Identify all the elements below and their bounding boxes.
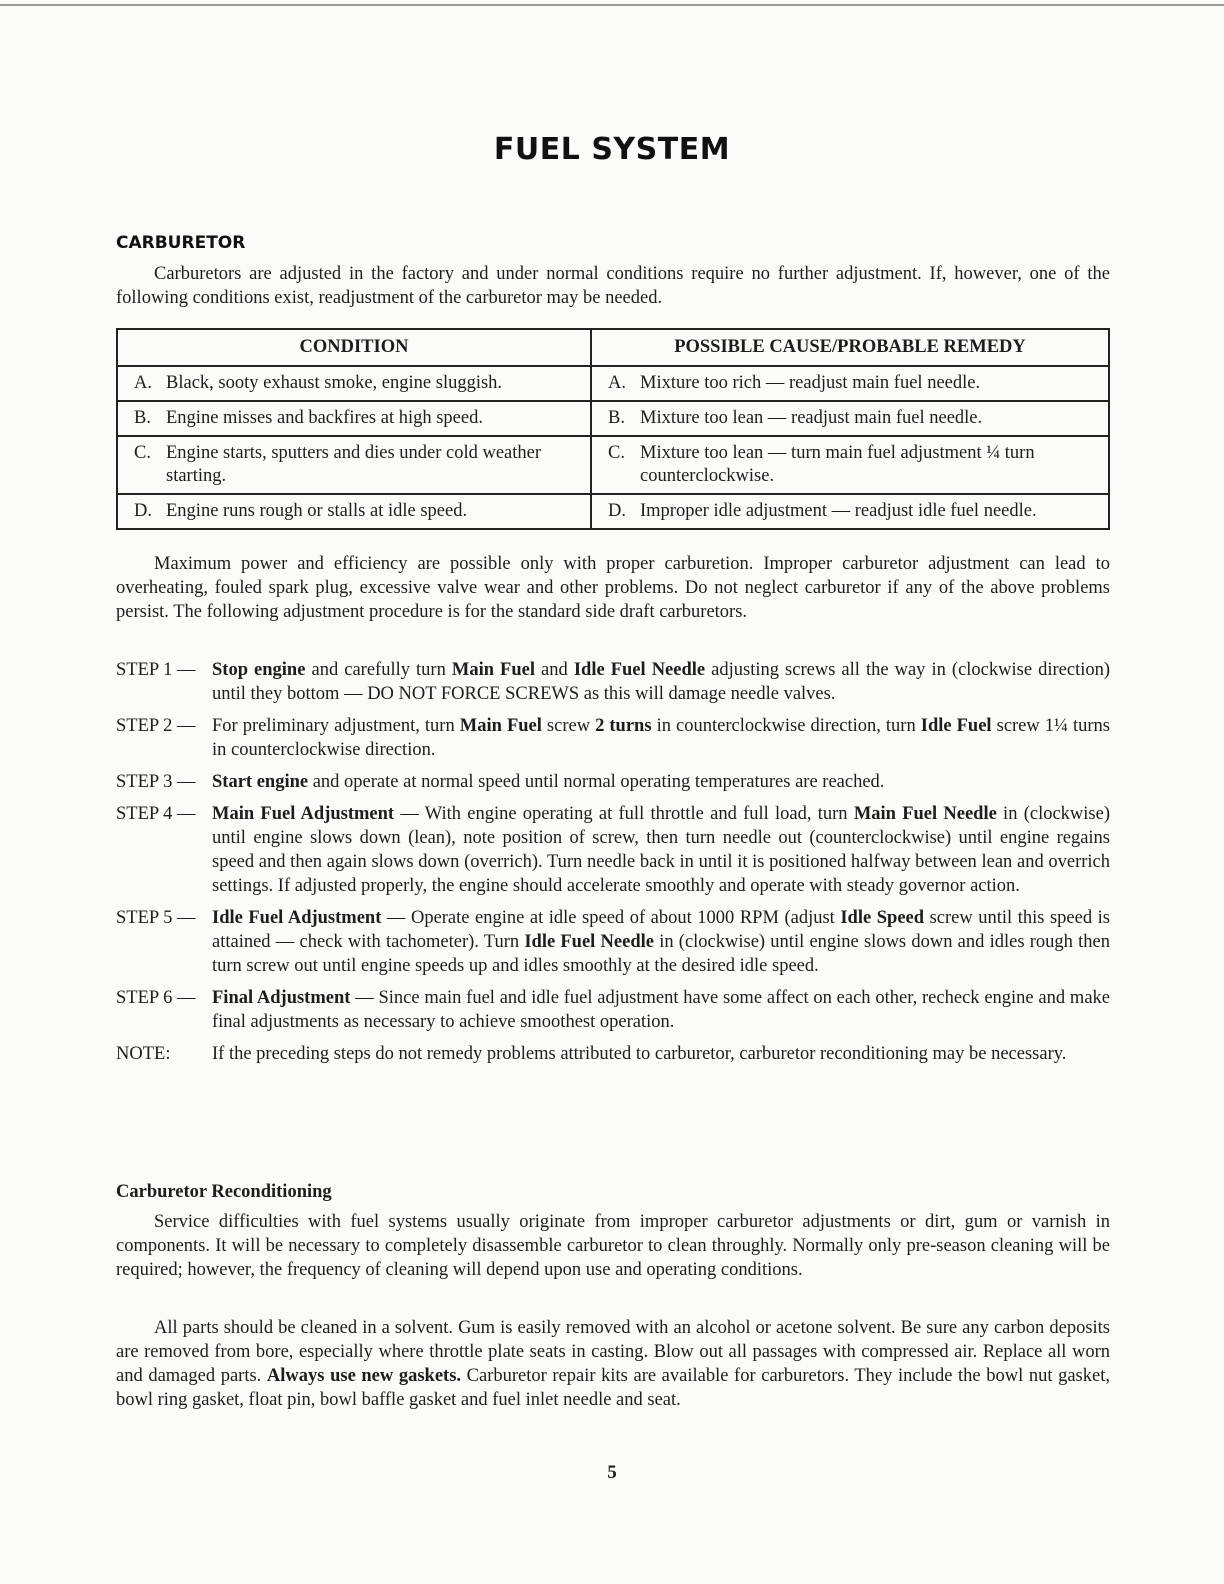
step-emphasis: Idle Speed	[840, 908, 925, 928]
remedy-header: POSSIBLE CAUSE/PROBABLE REMEDY	[591, 329, 1109, 366]
table-row	[117, 436, 1109, 494]
step-item	[116, 906, 1110, 978]
reconditioning-heading: Carburetor Reconditioning	[116, 1182, 332, 1202]
step-emphasis: Final Adjustment	[212, 988, 351, 1008]
remedy-letter: C.	[608, 443, 625, 463]
step-text-run: in counterclockwise direction, turn	[651, 716, 921, 736]
condition-table	[116, 328, 1110, 530]
page-title: FUEL SYSTEM	[493, 132, 731, 167]
step-label: STEP 5 —	[116, 908, 196, 928]
step-text-run: screw	[541, 716, 596, 736]
remedy-letter: D.	[608, 501, 626, 521]
step-label: STEP 6 —	[116, 988, 196, 1008]
step-emphasis: Idle Fuel	[920, 716, 992, 736]
step-text	[212, 802, 1110, 898]
remedy-letter: A.	[608, 373, 626, 393]
remedy-text: Mixture too lean — turn main fuel adjustment ¼ turn counterclockwise.	[640, 443, 1035, 486]
condition-cell	[117, 366, 591, 401]
step-text-run: For preliminary adjustment, turn	[212, 716, 460, 736]
condition-text: Black, sooty exhaust smoke, engine sluggish.	[166, 373, 503, 393]
step-label: STEP 1 —	[116, 660, 196, 680]
step-label: STEP 2 —	[116, 716, 196, 736]
step-text	[212, 906, 1110, 978]
step-item	[116, 658, 1110, 706]
step-text-run: and operate at normal speed until normal operating temperatures are reached.	[308, 772, 885, 792]
step-text	[212, 986, 1110, 1034]
table-header-row	[117, 329, 1109, 366]
step-text-run: screw until this speed is attained — check with tachometer). Turn	[212, 908, 1110, 952]
page-number: 5	[607, 1462, 617, 1483]
step-text-run: in (clockwise) until engine slows down and idles rough then turn screw out until engine speeds up and idles smoothly at the desired idle speed.	[212, 932, 1110, 976]
step-item	[116, 986, 1110, 1034]
step-emphasis: Stop engine	[212, 660, 306, 680]
reconditioning-paragraph-2	[116, 1316, 1110, 1412]
step-text-run: — Since main fuel and idle fuel adjustment have some affect on each other, recheck engine and make final adjustments as necessary to achieve smoothest operation.	[212, 988, 1110, 1032]
remedy-cell	[591, 401, 1109, 436]
step-label: STEP 3 —	[116, 772, 196, 792]
step-label: NOTE:	[116, 1044, 171, 1064]
step-emphasis: Main Fuel Adjustment	[212, 804, 395, 824]
remedy-text: Improper idle adjustment — readjust idle fuel needle.	[640, 501, 1037, 521]
step-item	[116, 1042, 1110, 1066]
condition-cell	[117, 494, 591, 529]
step-text	[212, 770, 1110, 794]
remedy-cell	[591, 494, 1109, 529]
remedy-text: Mixture too rich — readjust main fuel needle.	[640, 373, 981, 393]
remedy-cell	[591, 436, 1109, 494]
step-text	[212, 658, 1110, 706]
step-text	[212, 714, 1110, 762]
step-item	[116, 770, 1110, 794]
step-text-run: — Operate engine at idle speed of about 1000 RPM (adjust	[381, 908, 841, 928]
condition-text: Engine runs rough or stalls at idle speed.	[166, 501, 468, 521]
table-row	[117, 401, 1109, 436]
text-run: All parts should be cleaned in a solvent. Gum is easily removed with an alcohol or acetone solvent. Be sure any carbon deposits are removed from bore, especially where throttle plate seats in casting. Blow out all passages with compressed air. Replace all worn and damaged parts.	[116, 1318, 1110, 1386]
condition-header: CONDITION	[117, 329, 591, 366]
condition-letter: D.	[134, 501, 152, 521]
step-text	[212, 1042, 1110, 1066]
remedy-cell	[591, 366, 1109, 401]
step-emphasis: Idle Fuel Needle	[573, 660, 706, 680]
step-emphasis: Idle Fuel Needle	[524, 932, 654, 952]
step-emphasis: 2 turns	[595, 716, 652, 736]
table-row	[117, 366, 1109, 401]
carburetor-heading: CARBURETOR	[116, 233, 246, 253]
remedy-letter: B.	[608, 408, 625, 428]
condition-letter: A.	[134, 373, 152, 393]
step-text-run: screw 1¼ turns in counterclockwise direction.	[212, 716, 1110, 760]
condition-text: Engine starts, sputters and dies under cold weather starting.	[166, 443, 542, 486]
emphasis-text: Always use new gaskets.	[266, 1366, 462, 1386]
step-emphasis: Start engine	[212, 772, 309, 792]
table-row	[117, 494, 1109, 529]
step-text-run: and carefully turn	[305, 660, 452, 680]
condition-cell	[117, 436, 591, 494]
step-emphasis: Main Fuel	[459, 716, 542, 736]
step-item	[116, 802, 1110, 898]
condition-text: Engine misses and backfires at high speed.	[166, 408, 483, 428]
step-text-run: and	[535, 660, 574, 680]
after-table-paragraph: Maximum power and efficiency are possible only with proper carburetion. Improper carburetor adjustment can lead to overheating, fouled spark plug, excessive valve wear and other problems. Do not neglect carburetor if any of the above problems persist. The following adjustment procedure is for the standard side draft carburetors.	[116, 554, 1110, 622]
step-emphasis: Idle Fuel Adjustment	[212, 908, 382, 928]
top-rule	[0, 4, 1224, 6]
step-text-run: adjusting screws all the way in (clockwise direction) until they bottom — DO NOT FORCE SCREWS as this will damage needle valves.	[212, 660, 1111, 704]
step-text-run: If the preceding steps do not remedy problems attributed to carburetor, carburetor reconditioning may be necessary.	[212, 1044, 1067, 1064]
condition-letter: B.	[134, 408, 151, 428]
condition-letter: C.	[134, 443, 151, 463]
carburetor-intro: Carburetors are adjusted in the factory and under normal conditions require no further adjustment. If, however, one of the following conditions exist, readjustment of the carburetor may be needed.	[116, 264, 1110, 308]
remedy-text: Mixture too lean — readjust main fuel needle.	[640, 408, 983, 428]
text-run: Carburetor repair kits are available for carburetors. They include the bowl nut gasket, bowl ring gasket, float pin, bowl baffle gasket and fuel inlet needle and seat.	[116, 1366, 1110, 1410]
step-text-run: in (clockwise) until engine slows down (lean), note position of screw, then turn needle out (counterclockwise) until engine regains speed and then again slows down (overrich). Turn needle back in until it is positioned halfway between lean and overrich settings. If adjusted properly, the engine should accelerate smoothly and operate with steady governor action.	[212, 804, 1110, 896]
step-emphasis: Main Fuel Needle	[853, 804, 997, 824]
condition-cell	[117, 401, 591, 436]
step-emphasis: Main Fuel	[451, 660, 536, 680]
step-text-run: — With engine operating at full throttle and full load, turn	[394, 804, 854, 824]
reconditioning-paragraph-1: Service difficulties with fuel systems usually originate from improper carburetor adjustments or dirt, gum or varnish in components. It will be necessary to completely disassemble carburetor to clean throughly. Normally only pre-season cleaning will be required; however, the frequency of cleaning will depend upon use and operating conditions.	[116, 1212, 1110, 1280]
step-item	[116, 714, 1110, 762]
adjustment-steps	[116, 658, 1110, 1074]
step-label: STEP 4 —	[116, 804, 196, 824]
